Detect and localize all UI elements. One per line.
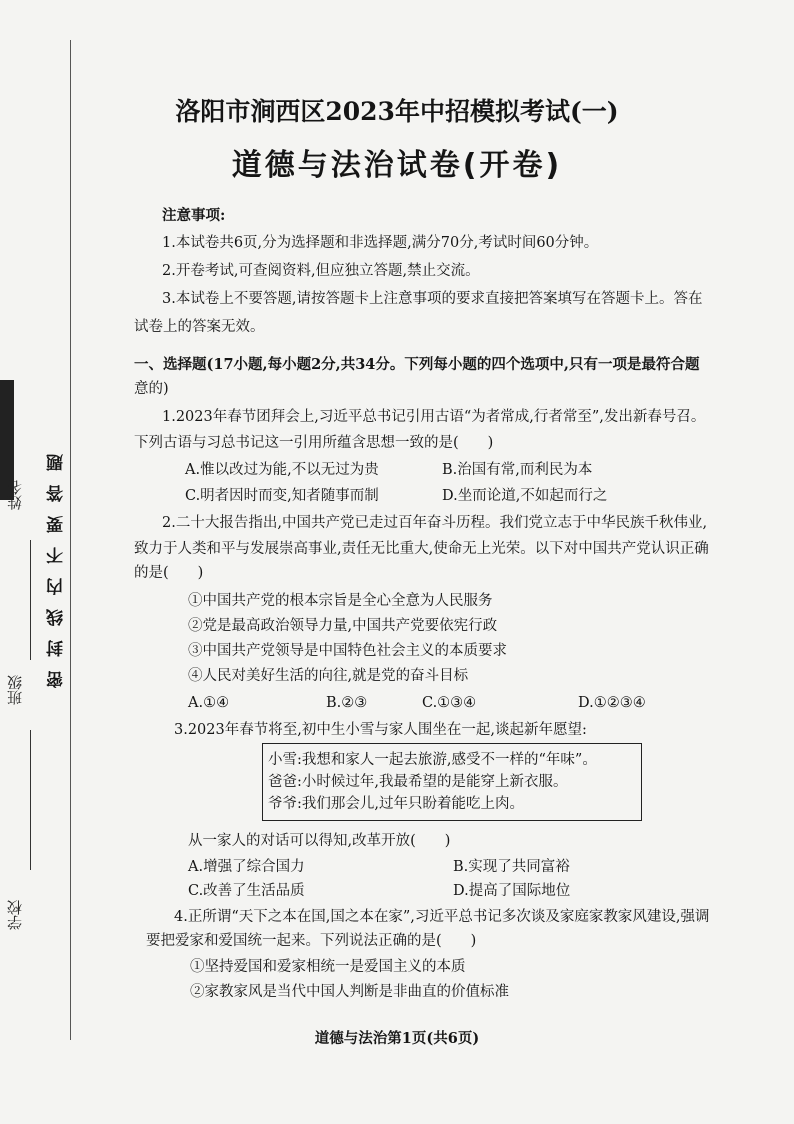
question-3: 3.2023年春节将至,初中生小雪与家人围坐在一起,谈起新年愿望:	[174, 722, 587, 738]
page-footer: 道德与法治第1页(共6页)	[314, 1030, 480, 1047]
notice-item: 3.本试卷上不要答题,请按答题卡上注意事项的要求直接把答案填写在答题卡上。答在	[162, 291, 703, 307]
class-label: 班级	[6, 675, 24, 705]
q3-option-c: C.改善了生活品质	[188, 883, 305, 899]
binding-line	[70, 40, 71, 1040]
question-1: 1.2023年春节团拜会上,习近平总书记引用古语“为者常成,行者常至”,发出新春号召。	[162, 409, 706, 425]
q2-statement: ①中国共产党的根本宗旨是全心全意为人民服务	[188, 593, 493, 609]
q1-option-a: A.惟以改过为能,不以无过为贵	[185, 462, 379, 478]
dialog-line: 爸爸:小时候过年,我最希望的是能穿上新衣服。	[268, 774, 568, 790]
question-4-cont: 要把爱家和爱国统一起来。下列说法正确的是( )	[146, 933, 477, 949]
q2-option-d: D.①②③④	[578, 695, 646, 711]
notice-item: 试卷上的答案无效。	[134, 319, 265, 335]
q2-statement: ④人民对美好生活的向往,就是党的奋斗目标	[188, 668, 469, 684]
dialog-line: 爷爷:我们那会儿,过年只盼着能吃上肉。	[268, 796, 524, 812]
q2-option-c: C.①③④	[422, 695, 477, 711]
q2-option-a: A.①④	[188, 695, 230, 711]
q1-option-c: C.明者因时而变,知者随事而制	[185, 488, 379, 504]
q2-statement: ③中国共产党领导是中国特色社会主义的本质要求	[188, 643, 507, 659]
notice-item: 1.本试卷共6页,分为选择题和非选择题,满分70分,考试时间60分钟。	[162, 235, 599, 251]
question-4: 4.正所谓“天下之本在国,国之本在家”,习近平总书记多次谈及家庭家教家风建设,强调	[174, 909, 710, 925]
q3-option-b: B.实现了共同富裕	[453, 859, 570, 875]
question-3-stem: 从一家人的对话可以得知,改革开放( )	[188, 833, 451, 849]
section-heading-cont: 意的)	[134, 381, 169, 397]
q4-statement: ①坚持爱国和爱家相统一是爱国主义的本质	[190, 959, 466, 975]
q2-statement: ②党是最高政治领导力量,中国共产党要依宪行政	[188, 618, 498, 634]
exam-subtitle: 道德与法治试卷(开卷)	[231, 148, 563, 183]
q3-option-d: D.提高了国际地位	[453, 883, 571, 899]
name-label: 姓名	[6, 480, 24, 510]
class-field-line	[30, 730, 31, 870]
seal-notice: 密封线内不要答题	[47, 440, 67, 688]
school-label: 学校	[6, 900, 24, 930]
q3-option-a: A.增强了综合国力	[188, 859, 305, 875]
name-field-line	[30, 540, 31, 660]
question-2-cont: 的是( )	[134, 565, 204, 581]
question-1-cont: 下列古语与习总书记这一引用所蕴含思想一致的是( )	[134, 435, 494, 451]
q1-option-b: B.治国有常,而利民为本	[442, 462, 593, 478]
q4-statement: ②家教家风是当代中国人判断是非曲直的价值标准	[190, 984, 509, 1000]
question-2: 2.二十大报告指出,中国共产党已走过百年奋斗历程。我们党立志于中华民族千秋伟业,	[162, 515, 708, 531]
question-2-cont: 致力于人类和平与发展崇高事业,责任无比重大,使命无上光荣。以下对中国共产党认识正确	[134, 541, 709, 557]
exam-title: 洛阳市涧西区2023年中招模拟考试(一)	[175, 97, 619, 126]
section-heading: 一、选择题(17小题,每小题2分,共34分。下列每小题的四个选项中,只有一项是最符合题	[134, 356, 700, 373]
notice-heading: 注意事项:	[162, 207, 226, 224]
q2-option-b: B.②③	[326, 695, 368, 711]
notice-item: 2.开卷考试,可查阅资料,但应独立答题,禁止交流。	[162, 263, 480, 279]
q1-option-d: D.坐而论道,不如起而行之	[442, 488, 608, 504]
dialog-line: 小雪:我想和家人一起去旅游,感受不一样的“年味”。	[268, 752, 597, 768]
